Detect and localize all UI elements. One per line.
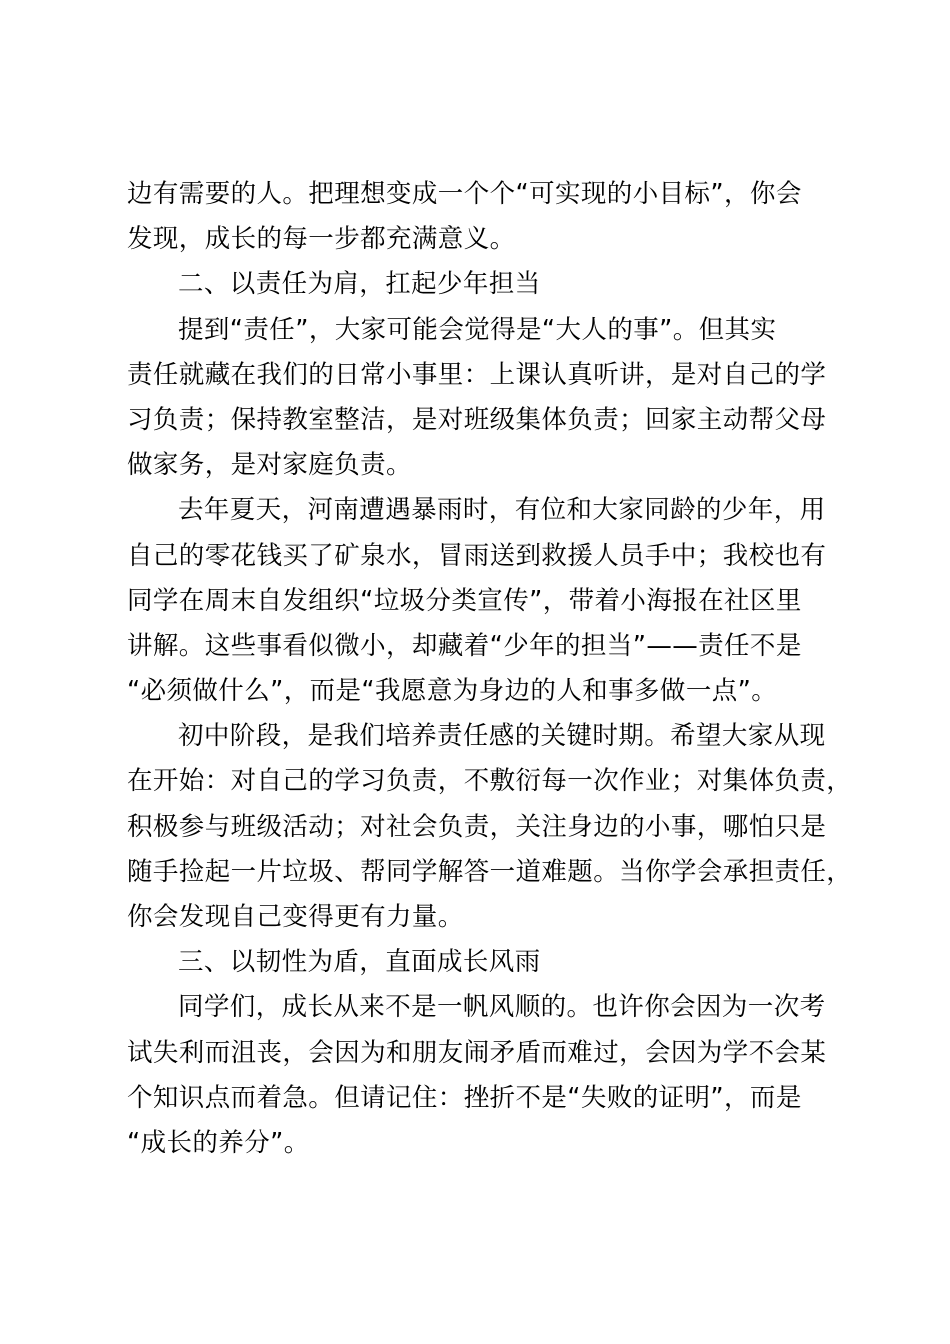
text-line: 个知识点而着急。但请记住：挫折不是“失败的证明”，而是: [127, 1082, 802, 1113]
document-body: [127, 172, 853, 1166]
text-line: 责任就藏在我们的日常小事里：上课认真听讲，是对自己的学: [127, 359, 827, 390]
text-line: 提到“责任”，大家可能会觉得是“大人的事”。但其实: [178, 314, 777, 345]
text-line: 你会发现自己变得更有力量。: [127, 902, 464, 932]
text-line: 在开始：对自己的学习负责，不敷衍每一次作业；对集体负责，: [127, 766, 853, 797]
text-line: 讲解。这些事看似微小，却藏着“少年的担当”——责任不是: [127, 630, 802, 661]
section-heading: 三、以韧性为盾，直面成长风雨: [178, 947, 541, 978]
text-line: 试失利而沮丧，会因为和朋友闹矛盾而难过，会因为学不会某: [127, 1037, 827, 1068]
text-line: 随手捡起一片垃圾、帮同学解答一道难题。当你学会承担责任，: [127, 856, 853, 887]
text-line: 初中阶段，是我们培养责任感的关键时期。希望大家从现: [178, 721, 826, 752]
text-line: “成长的养分”。: [127, 1127, 310, 1158]
text-line: 同学们，成长从来不是一帆风顺的。也许你会因为一次考: [178, 992, 826, 1023]
text-line: 发现，成长的每一步都充满意义。: [127, 224, 516, 255]
text-line: 做家务，是对家庭负责。: [127, 450, 412, 481]
text-line: 积极参与班级活动；对社会负责，关注身边的小事，哪怕只是: [127, 811, 827, 842]
text-line: 习负责；保持教室整洁，是对班级集体负责；回家主动帮父母: [127, 404, 827, 435]
text-line: 去年夏天，河南遭遇暴雨时，有位和大家同龄的少年，用: [178, 495, 826, 526]
text-line: 自己的零花钱买了矿泉水，冒雨送到救援人员手中；我校也有: [127, 540, 827, 571]
section-heading: 二、以责任为肩，扛起少年担当: [178, 269, 541, 300]
text-line: “必须做什么”，而是“我愿意为身边的人和事多做一点”。: [127, 676, 778, 707]
text-line: 边有需要的人。把理想变成一个个“可实现的小目标”，你会: [127, 179, 802, 209]
text-line: 同学在周末自发组织“垃圾分类宣传”，带着小海报在社区里: [127, 585, 802, 616]
